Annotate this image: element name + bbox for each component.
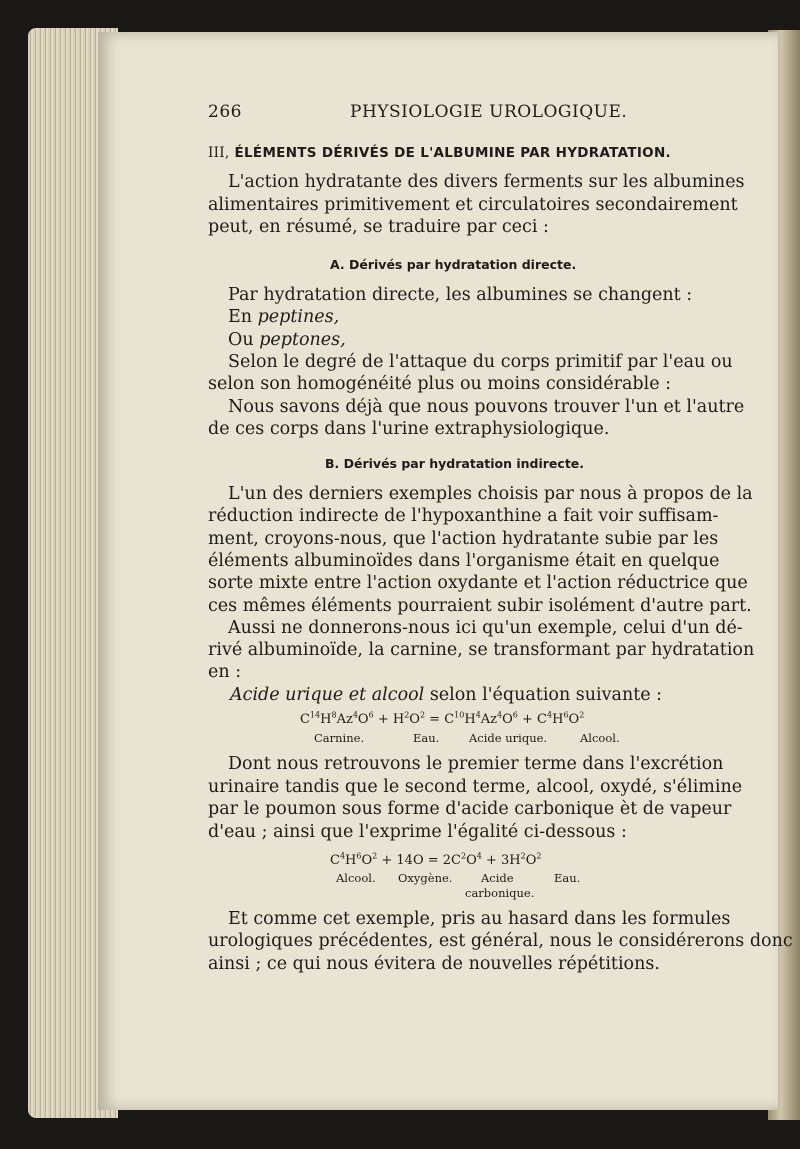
para-b-line: Aussi ne donnerons-nous ici qu'un exemple, celui d'un dé- [228, 618, 743, 638]
para-c-line: Dont nous retrouvons le premier terme dans l'excrétion [228, 754, 724, 774]
acid-line-italic: Acide urique et alcool [230, 685, 425, 705]
eq2-label-acide: Acide [481, 871, 514, 885]
para-c-line: par le poumon sous forme d'acide carbonique èt de vapeur [208, 799, 732, 819]
eq2-label-oxygene: Oxygène. [398, 871, 453, 885]
section-number: III, [208, 145, 230, 161]
eq1-label-eau: Eau. [413, 731, 440, 745]
conclusion-line: urologiques précédentes, est général, nous le considérerons donc [208, 931, 793, 951]
intro-line: L'action hydratante des divers ferments sur les albumines [228, 172, 745, 192]
para-a-prefix: En [228, 307, 258, 327]
para-a-line: selon son homogénéité plus ou moins considérable : [208, 374, 672, 394]
peptones-term: peptones, [259, 330, 346, 350]
para-a-line: Nous savons déjà que nous pouvons trouver l'un et l'autre [228, 397, 745, 417]
eq2-label-eau: Eau. [554, 871, 581, 885]
eq1-label-acide-urique: Acide urique. [469, 731, 548, 745]
para-b-line: sorte mixte entre l'action oxydante et l'action réductrice que [208, 573, 748, 593]
para-a-line [228, 307, 339, 327]
para-b-line: ces mêmes éléments pourraient subir isolément d'autre part. [208, 596, 752, 616]
para-a-line: Par hydratation directe, les albumines se changent : [228, 285, 693, 305]
para-b-line: en : [208, 662, 242, 682]
para-b-line: réduction indirecte de l'hypoxanthine a fait voir suffisam- [208, 506, 719, 526]
eq1-label-alcool: Alcool. [580, 731, 620, 745]
peptines-term: peptines, [257, 307, 340, 327]
equation-1: $C^{14}H^8Az^4O^6 + H^2O^2 = C^{10}H^4Az^4O^6 + C^4H^6O^2$ [300, 710, 585, 727]
para-c-line: urinaire tandis que le second terme, alcool, oxydé, s'élimine [208, 777, 743, 797]
para-b-line: L'un des derniers exemples choisis par nous à propos de la [228, 484, 753, 504]
eq2-label-carbonique: carbonique. [465, 886, 535, 900]
conclusion-line: ainsi ; ce qui nous évitera de nouvelles répétitions. [208, 954, 660, 974]
para-b-line: rivé albuminoïde, la carnine, se transformant par hydratation [208, 640, 755, 660]
eq2-label-alcool: Alcool. [336, 871, 376, 885]
page-number: 266 [208, 102, 242, 122]
para-a-prefix: Ou [228, 330, 260, 350]
section-heading [208, 145, 671, 161]
equation-2: $C^4H^6O^2 + 14O = 2C^2O^4 + 3H^2O^2$ [330, 851, 542, 868]
conclusion-line: Et comme cet exemple, pris au hasard dans les formules [228, 909, 731, 929]
running-title: PHYSIOLOGIE UROLOGIQUE. [350, 102, 628, 122]
section-title: ÉLÉMENTS DÉRIVÉS DE L'ALBUMINE PAR HYDRATATION. [234, 145, 671, 161]
para-a-line [228, 330, 346, 350]
para-b-line: éléments albuminoïdes dans l'organisme était en quelque [208, 551, 720, 571]
eq1-label-carnine: Carnine. [314, 731, 365, 745]
para-c-line: d'eau ; ainsi que l'exprime l'égalité ci-dessous : [208, 822, 627, 842]
para-b-line: ment, croyons-nous, que l'action hydratante subie par les [208, 529, 719, 549]
para-a-line: de ces corps dans l'urine extraphysiologique. [208, 419, 610, 439]
para-a-line: Selon le degré de l'attaque du corps primitif par l'eau ou [228, 352, 733, 372]
intro-line: alimentaires primitivement et circulatoires secondairement [208, 195, 738, 215]
intro-line: peut, en résumé, se traduire par ceci : [208, 217, 549, 237]
acid-line [230, 685, 662, 705]
subsection-b-title: B. Dérivés par hydratation indirecte. [325, 456, 585, 471]
acid-line-rest: selon l'équation suivante : [424, 685, 663, 705]
subsection-a-title: A. Dérivés par hydratation directe. [330, 257, 577, 272]
